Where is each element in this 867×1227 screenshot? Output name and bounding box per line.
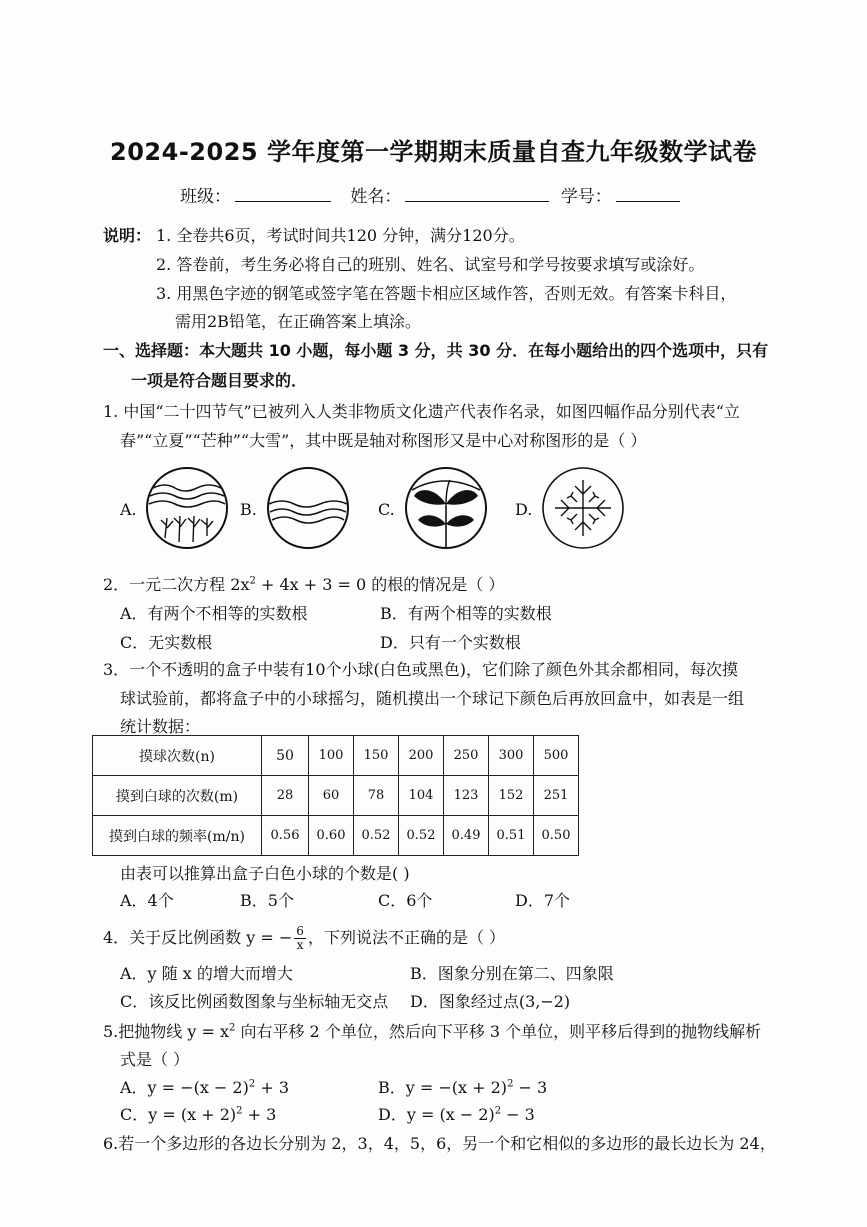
q1-option-c: C. (378, 500, 395, 519)
id-label: 学号： (560, 187, 612, 207)
q5-a-pre: A．y = −(x − 2) (120, 1078, 249, 1097)
student-info-fields (180, 182, 686, 207)
instruction-3: 3. 用黑色字迹的钢笔或签字笔在答题卡相应区域作答，否则无效。有答案卡科目， (156, 284, 737, 303)
table-row-label: 摸球次数(n) (93, 736, 262, 776)
q3-stats-table (92, 735, 579, 856)
table-row-label: 摸到白球的频率(m/n) (93, 816, 262, 856)
figure-b-summer (266, 466, 350, 550)
id-blank (616, 187, 680, 202)
q2-option-a: A．有两个不相等的实数根 (120, 604, 308, 623)
q5-d-post: − 3 (501, 1105, 535, 1124)
q5-a-post: + 3 (255, 1078, 289, 1097)
q4-option-b: B．图象分别在第二、四象限 (410, 964, 614, 983)
q5-option-b (378, 1075, 547, 1098)
q5-c-pre: C．y = (x + 2) (120, 1105, 237, 1124)
q5-d-sup: 2 (494, 1105, 502, 1117)
figure-a-spring (145, 466, 229, 550)
q4-frac-num: 6 (296, 924, 304, 938)
q5-stem-line2: 式是（ ） (120, 1050, 190, 1069)
table-cell: 152 (489, 776, 534, 816)
instruction-3-cont: 需用2B铅笔，在正确答案上填涂。 (175, 312, 421, 331)
q3-option-a: A．4个 (120, 891, 174, 910)
q5-b-post: − 3 (513, 1078, 548, 1097)
table-cell: 100 (309, 736, 354, 776)
q5-c-sup: 2 (236, 1105, 243, 1117)
table-cell: 0.49 (444, 816, 489, 856)
q2-option-c: C．无实数根 (120, 633, 213, 652)
q3-option-d: D．7个 (515, 891, 571, 910)
instructions-label: 说明： (103, 226, 152, 245)
q1-stem-line2: 春”“立夏”“芒种”“大雪”，其中既是轴对称图形又是中心对称图形的是（ ） (120, 431, 647, 450)
table-cell: 0.52 (399, 816, 444, 856)
q4-option-a: A．y 随 x 的增大而增大 (120, 964, 293, 983)
table-cell: 251 (534, 776, 579, 816)
q4-option-c: C．该反比例函数图象与坐标轴无交点 (120, 992, 389, 1011)
table-cell: 78 (354, 776, 399, 816)
q5-d-pre: D．y = (x − 2) (378, 1105, 495, 1124)
q1-stem-line1: 1. 中国“二十四节气”已被列入人类非物质文化遗产代表作名录，如图四幅作品分别代表“立 (103, 402, 740, 421)
q2-option-b: B．有两个相等的实数根 (380, 604, 552, 623)
q2-option-d: D．只有一个实数根 (380, 633, 521, 652)
q4-stem (103, 925, 505, 952)
table-cell: 0.60 (309, 816, 354, 856)
q3-after-table: 由表可以推算出盒子白色小球的个数是( ) (120, 864, 410, 883)
q5-option-c (120, 1102, 276, 1125)
q5-c-post: + 3 (242, 1105, 277, 1124)
q2-stem (103, 572, 504, 595)
table-cell: 500 (534, 736, 579, 776)
table-cell: 0.56 (262, 816, 309, 856)
q3-stem-line1: 3．一个不透明的盒子中装有10个小球(白色或黑色)，它们除了颜色外其余都相同，每次摸 (103, 660, 739, 679)
section1-heading-cont: 一项是符合题目要求的． (131, 371, 308, 390)
section1-heading: 一、选择题：本大题共 10 小题，每小题 3 分，共 30 分．在每小题给出的四个选项中，只有 (103, 341, 769, 360)
q5-stem-line1 (103, 1019, 761, 1042)
class-blank (235, 187, 331, 202)
q5-line1-pre: 5.把抛物线 y = x (103, 1022, 229, 1041)
q6-stem-line1: 6.若一个多边形的各边长分别为 2，3，4，5，6，另一个和它相似的多边形的最长边长为 24， (103, 1134, 776, 1153)
table-cell: 123 (444, 776, 489, 816)
q2-stem-pre: 2．一元二次方程 2x (103, 575, 250, 594)
table-row-label: 摸到白球的次数(m) (93, 776, 262, 816)
name-blank (405, 187, 549, 202)
instruction-2: 2. 答卷前，考生务必将自己的班别、姓名、试室号和学号按要求填写或涂好。 (156, 255, 705, 274)
table-cell: 150 (354, 736, 399, 776)
table-cell: 200 (399, 736, 444, 776)
table-cell: 0.51 (489, 816, 534, 856)
q5-line1-sup: 2 (229, 1022, 236, 1034)
q5-option-a (120, 1075, 289, 1098)
q4-option-d: D．图象经过点(3,−2) (410, 992, 571, 1011)
q5-a-sup: 2 (248, 1078, 256, 1090)
q1-option-b: B. (240, 500, 257, 519)
table-row (93, 816, 579, 856)
q2-stem-post: + 4x + 3 = 0 的根的情况是（ ） (255, 575, 505, 594)
q5-option-d (378, 1102, 535, 1125)
figure-d-major-snow (541, 466, 625, 550)
q5-line1-post: 向右平移 2 个单位，然后向下平移 3 个单位，则平移后得到的抛物线解析 (235, 1022, 762, 1041)
table-row (93, 736, 579, 776)
q1-option-a: A. (120, 500, 137, 519)
q5-b-sup: 2 (507, 1078, 514, 1090)
q4-fraction (294, 925, 306, 952)
figure-c-grain-in-ear (404, 466, 488, 550)
q4-frac-den: x (296, 938, 304, 952)
table-cell: 104 (399, 776, 444, 816)
table-cell: 0.52 (354, 816, 399, 856)
page-title: 2024-2025 学年度第一学期期末质量自查九年级数学试卷 (110, 138, 757, 166)
q3-option-c: C．6个 (378, 891, 433, 910)
class-label: 班级： (180, 187, 231, 207)
table-cell: 300 (489, 736, 534, 776)
name-label: 姓名： (350, 187, 402, 207)
table-cell: 28 (262, 776, 309, 816)
q1-option-d: D. (515, 500, 533, 519)
q3-stem-line3: 统计数据： (120, 717, 201, 736)
table-cell: 250 (444, 736, 489, 776)
q2-stem-sup: 2 (249, 575, 256, 587)
table-cell: 50 (262, 736, 309, 776)
q3-option-b: B．5个 (240, 891, 294, 910)
table-cell: 60 (309, 776, 354, 816)
q4-stem-pre: 4．关于反比例函数 y = − (103, 928, 293, 947)
table-row (93, 776, 579, 816)
q5-b-pre: B．y = −(x + 2) (378, 1078, 508, 1097)
instruction-1: 1. 全卷共6页，考试时间共120 分钟，满分120分。 (156, 226, 525, 245)
q4-stem-post: ，下列说法不正确的是（ ） (307, 928, 506, 947)
q3-stem-line2: 球试验前，都将盒子中的小球摇匀，随机摸出一个球记下颜色后再放回盒中，如表是一组 (120, 689, 745, 708)
table-cell: 0.50 (534, 816, 579, 856)
